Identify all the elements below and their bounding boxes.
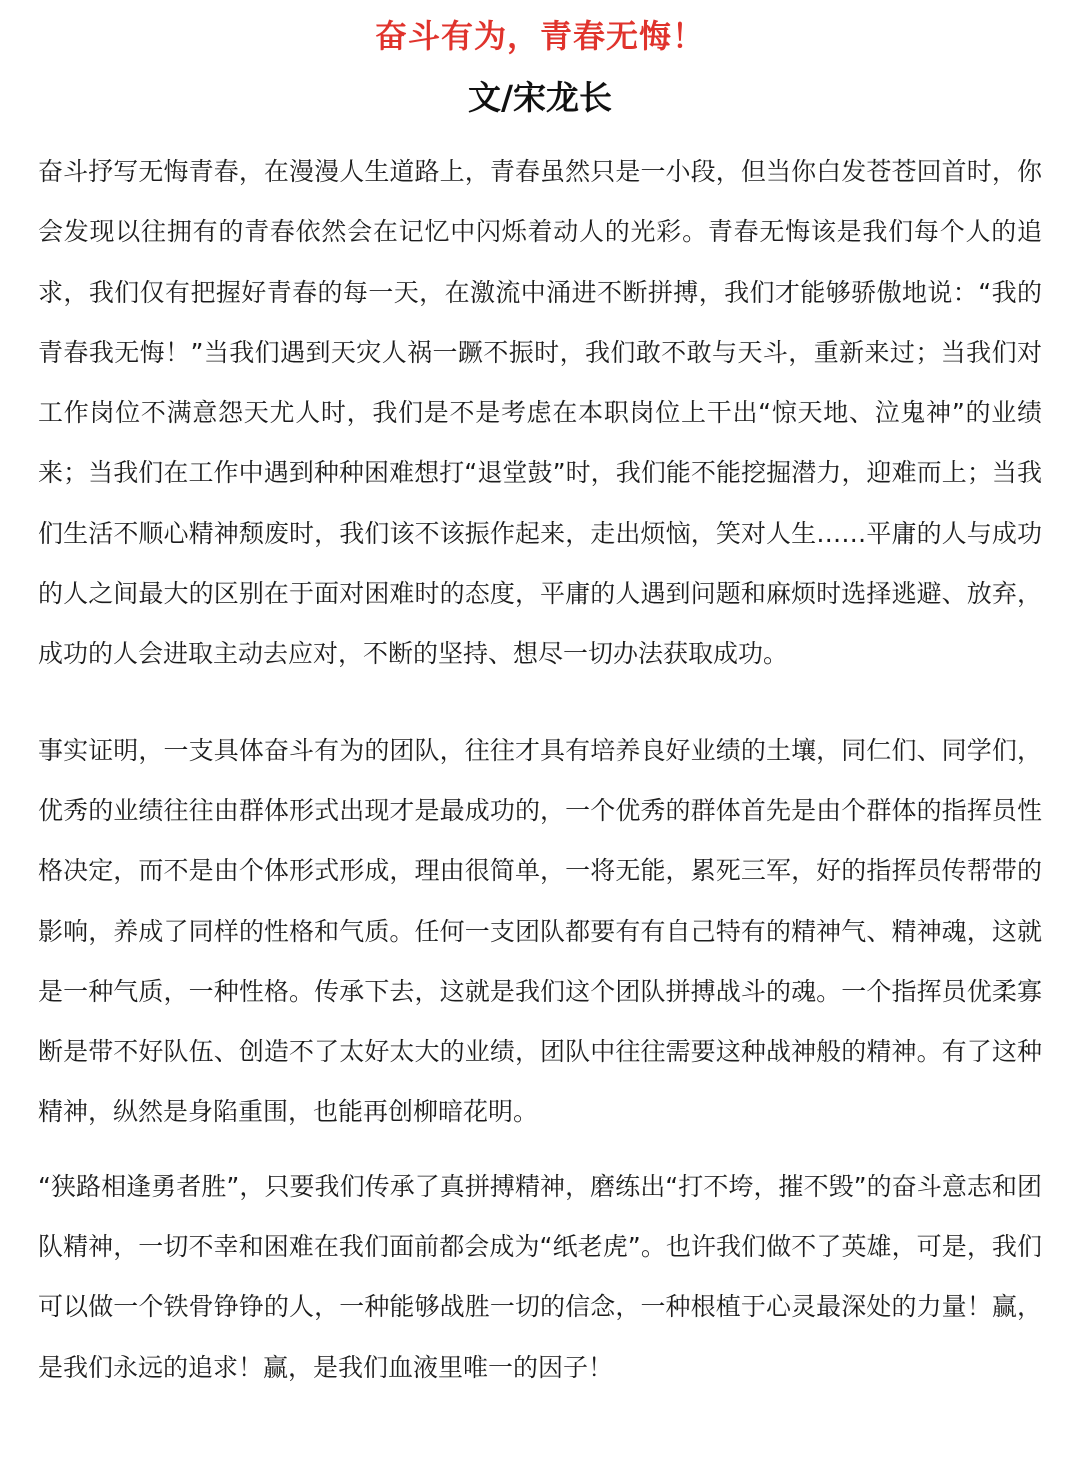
paragraph-1: 奋斗抒写无悔青春，在漫漫人生道路上，青春虽然只是一小段，但当你白发苍苍回首时，你会发现以往拥有的青春依然会在记忆中闪烁着动人的光彩。青春无悔该是我们每个人的追求，我们仅有把握好青春的每一天，在激流中涌进不断拼搏，我们才能够骄傲地说：“我的青春我无悔！”当我们遇到天灾人祸一蹶不振时，我们敢不敢与天斗，重新来过；当我们对工作岗位不满意怨天尤人时，我们是不是考虑在本职岗位上干出“惊天地、泣鬼神”的业绩来；当我们在工作中遇到种种困难想打“退堂鼓”时，我们能不能挖掘潜力，迎难而上；当我们生活不顺心精神颓废时，我们该不该振作起来，走出烦恼，笑对人生……平庸的人与成功的人之间最大的区别在于面对困难时的态度，平庸的人遇到问题和麻烦时选择逃避、放弃，成功的人会进取主动去应对，不断的坚持、想尽一切办法获取成功。 bbox=[38, 157, 1042, 669]
article-title: 奋斗有为，青春无悔！ bbox=[374, 17, 705, 55]
paragraph-2: 事实证明，一支具体奋斗有为的团队，往往才具有培养良好业绩的土壤，同仁们、同学们，优秀的业绩往往由群体形式出现才是最成功的，一个优秀的群体首先是由个群体的指挥员性格决定，而不是由个体形式形成，理由很简单，一将无能，累死三军，好的指挥员传帮带的影响，养成了同样的性格和气质。任何一支团队都要有有自己特有的精神气、精神魂，这就是一种气质，一种性格。传承下去，这就是我们这个团队拼搏战斗的魂。一个指挥员优柔寡断是带不好队伍、创造不了太好太大的业绩，团队中往往需要这种战神般的精神。有了这种精神，纵然是身陷重围，也能再创柳暗花明。 bbox=[38, 735, 1042, 1127]
paragraph-3: “狭路相逢勇者胜”，只要我们传承了真拼搏精神，磨练出“打不垮，摧不毁”的奋斗意志和团队精神，一切不幸和困难在我们面前都会成为“纸老虎”。也许我们做不了英雄，可是，我们可以做一个铁骨铮铮的人，一种能够战胜一切的信念，一种根植于心灵最深处的力量！赢，是我们永远的追求！赢，是我们血液里唯一的因子！ bbox=[38, 1171, 1042, 1382]
article-author: 文/宋龙长 bbox=[467, 78, 613, 117]
